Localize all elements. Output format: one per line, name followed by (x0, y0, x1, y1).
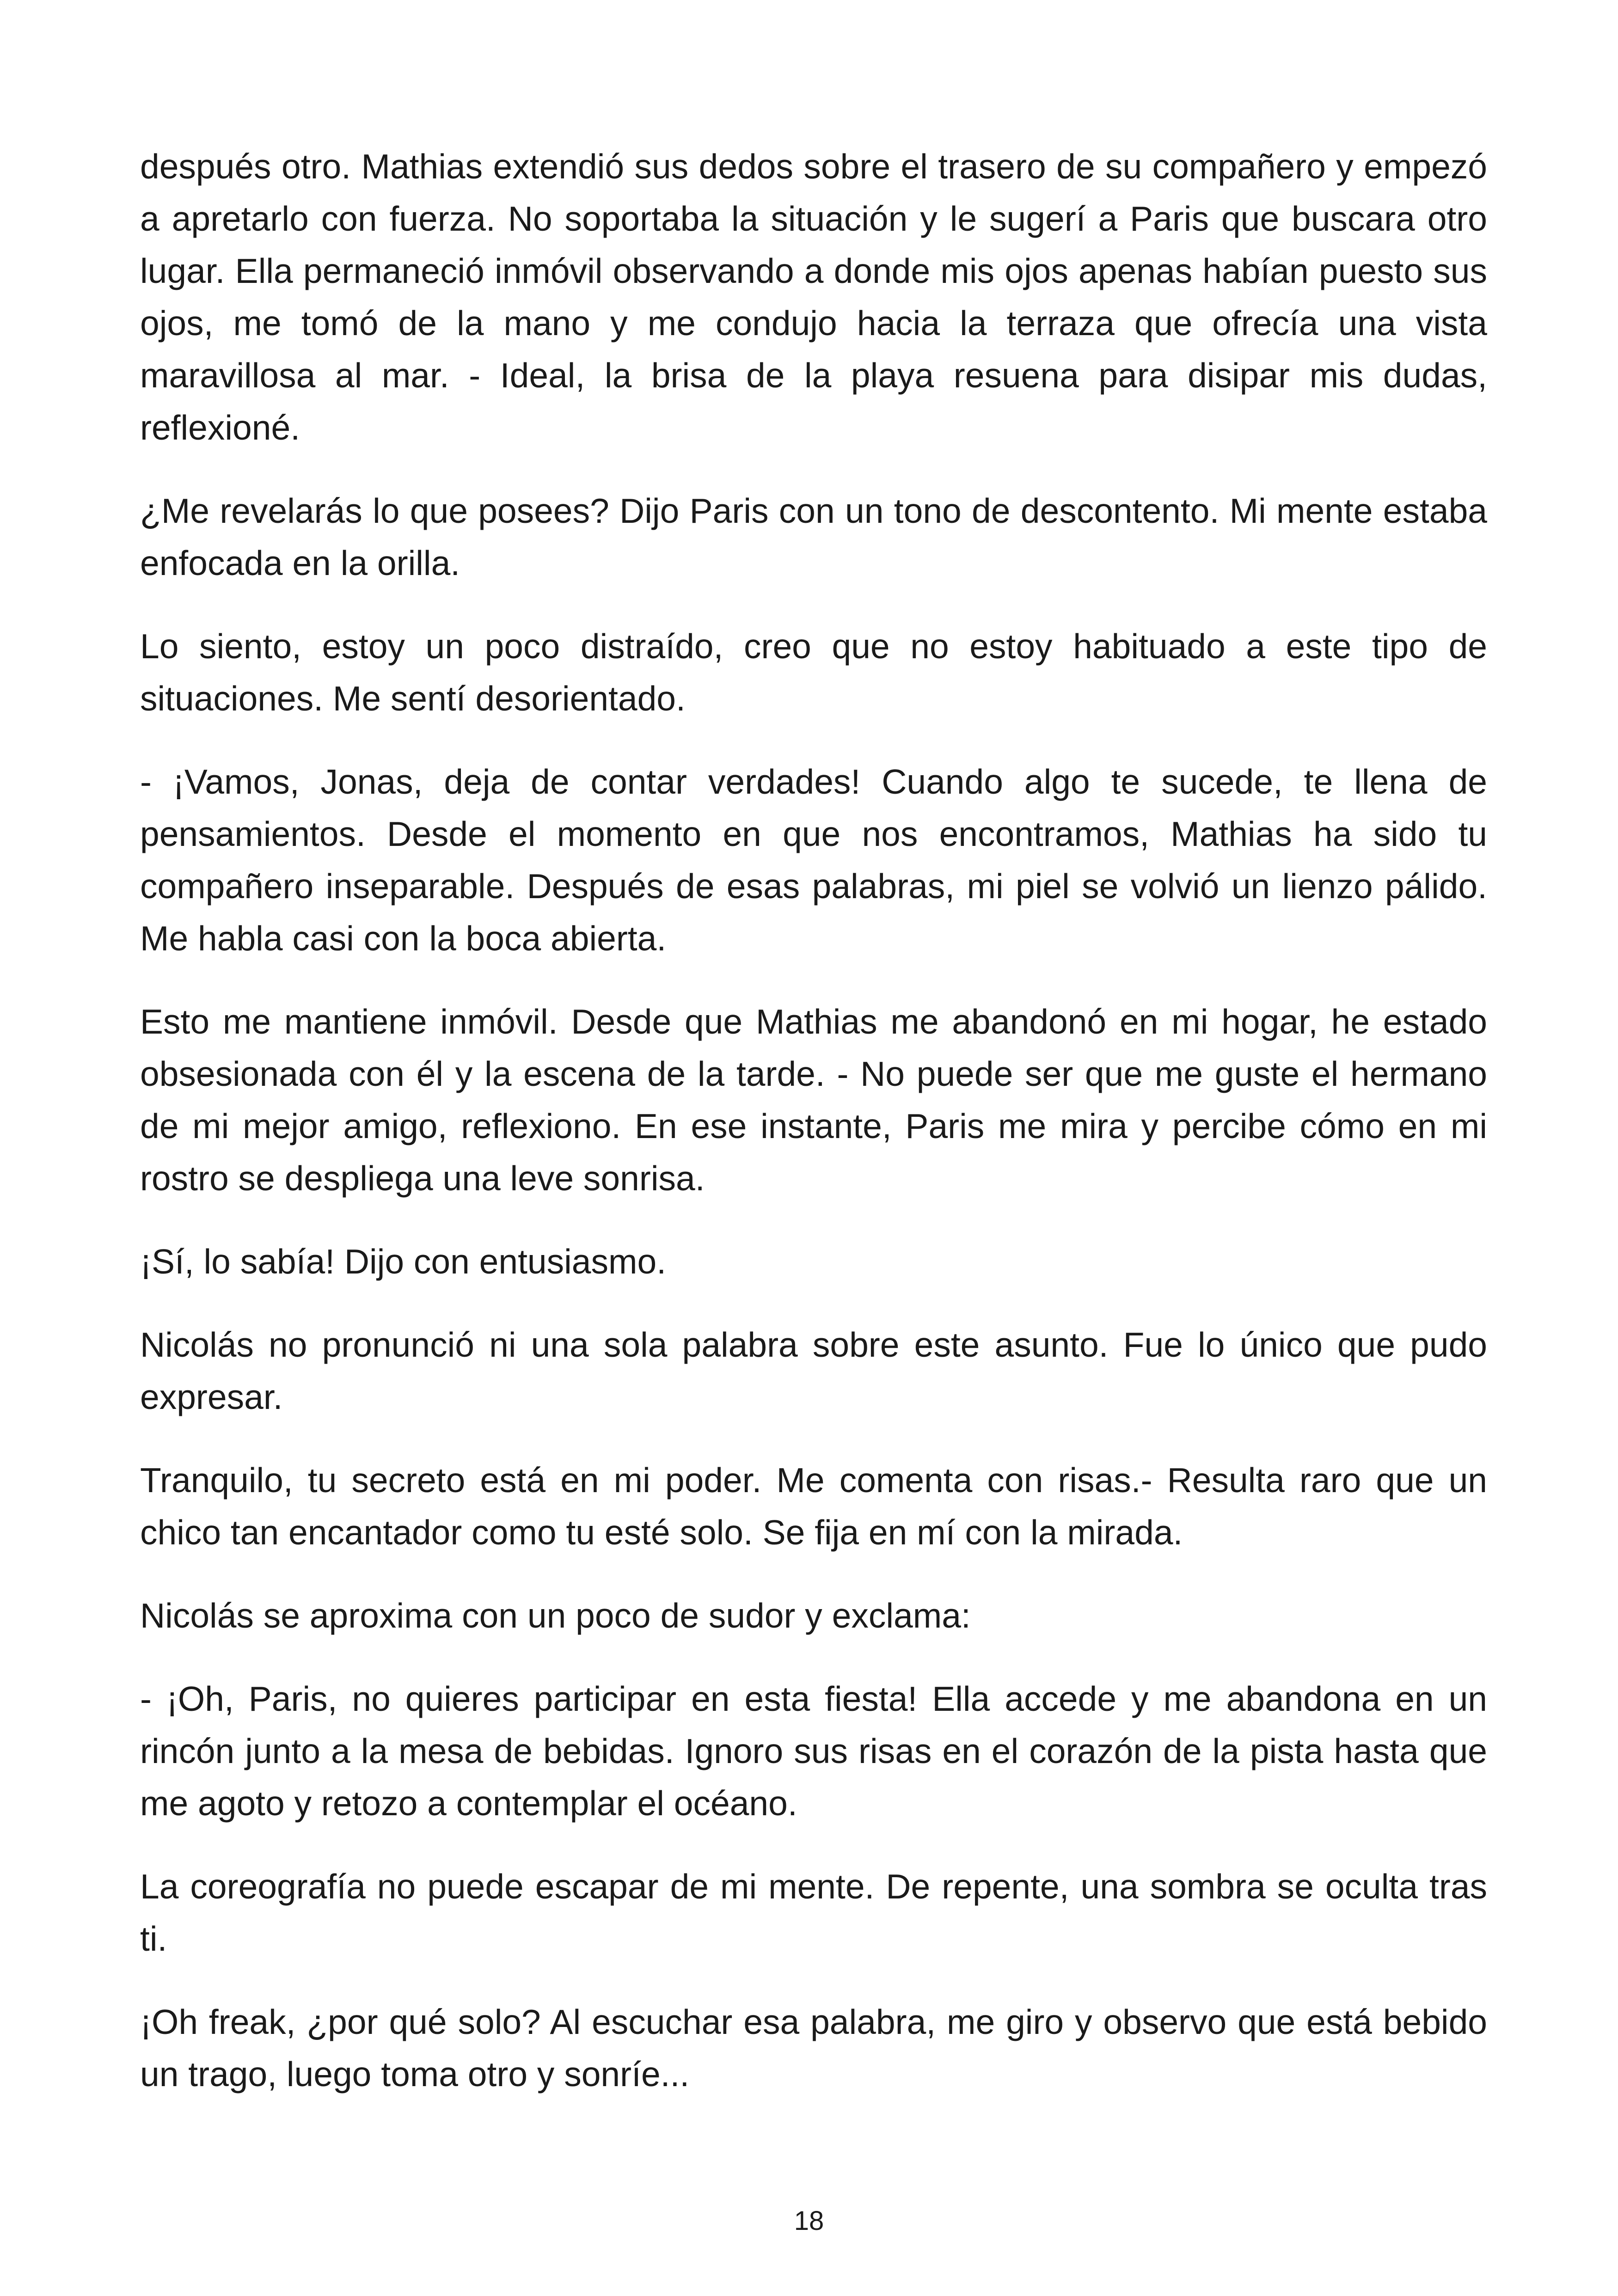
body-text (140, 141, 1487, 2131)
paragraph: Esto me mantiene inmóvil. Desde que Mathias me abandonó en mi hogar, he estado obsesionada con él y la escena de la tarde. - No puede ser que me guste el hermano de mi mejor amigo, reflexiono. En ese instante, Paris me mira y percibe cómo en mi rostro se despliega una leve sonrisa. (140, 1002, 1487, 1198)
paragraph: ¡Sí, lo sabía! Dijo con entusiasmo. (140, 1242, 667, 1281)
paragraph: Tranquilo, tu secreto está en mi poder. Me comenta con risas.- Resulta raro que un chico tan encantador como tu esté solo. Se fija en mí con la mirada. (140, 1461, 1487, 1552)
paragraph: - ¡Oh, Paris, no quieres participar en esta fiesta! Ella accede y me abandona en un rincón junto a la mesa de bebidas. Ignoro sus risas en el corazón de la pista hasta que me agoto y retozo a contemplar el océano. (140, 1679, 1487, 1823)
paragraph: Lo siento, estoy un poco distraído, creo que no estoy habituado a este tipo de situaciones. Me sentí desorientado. (140, 627, 1487, 718)
page-number: 18 (794, 2206, 824, 2236)
paragraph: después otro. Mathias extendió sus dedos sobre el trasero de su compañero y empezó a apretarlo con fuerza. No soportaba la situación y le sugerí a Paris que buscara otro lugar. Ella permaneció inmóvil observando a donde mis ojos apenas habían puesto sus ojos, me tomó de la mano y me condujo hacia la terraza que ofrecía una vista maravillosa al mar. - Ideal, la brisa de la playa resuena para disipar mis dudas, reflexioné. (140, 147, 1487, 447)
paragraph: La coreografía no puede escapar de mi mente. De repente, una sombra se oculta tras ti. (140, 1867, 1487, 1958)
paragraph: Nicolás se aproxima con un poco de sudor y exclama: (140, 1596, 971, 1635)
paragraph: ¿Me revelarás lo que posees? Dijo Paris con un tono de descontento. Mi mente estaba enfocada en la orilla. (140, 491, 1487, 582)
paragraph: - ¡Vamos, Jonas, deja de contar verdades! Cuando algo te sucede, te llena de pensamientos. Desde el momento en que nos encontramos, Mathias ha sido tu compañero inseparable. Después de esas palabras, mi piel se volvió un lienzo pálido. Me habla casi con la boca abierta. (140, 762, 1487, 958)
paragraph: ¡Oh freak, ¿por qué solo? Al escuchar esa palabra, me giro y observo que está bebido un trago, luego toma otro y sonríe... (140, 2002, 1487, 2094)
paragraph: Nicolás no pronunció ni una sola palabra sobre este asunto. Fue lo único que pudo expresar. (140, 1325, 1487, 1416)
